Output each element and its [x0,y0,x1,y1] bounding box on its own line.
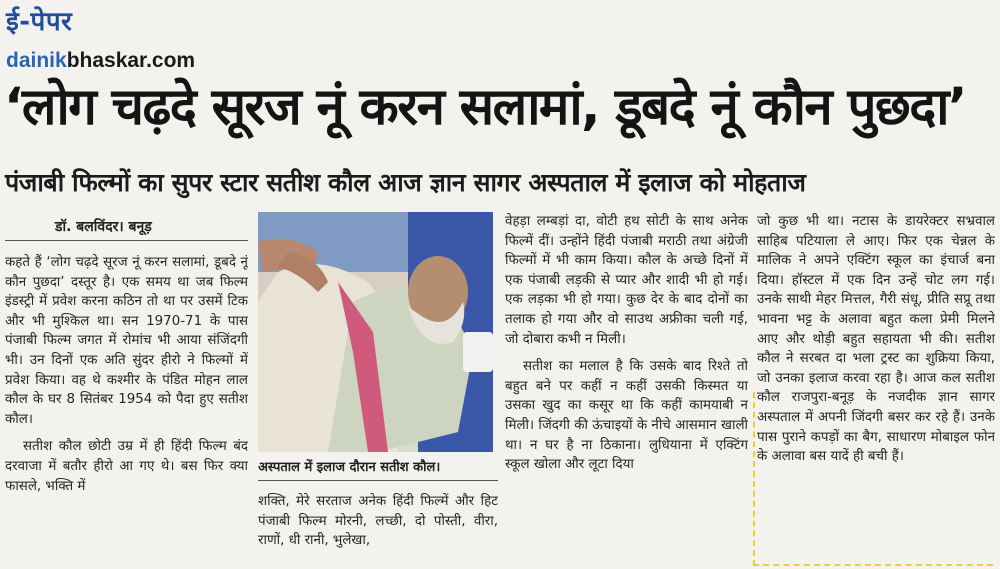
byline: डॉ. बलविंदर। बनूड़ [55,219,152,235]
site-logo[interactable] [6,49,195,73]
caption-rule [258,480,498,481]
epaper-label: ई-पेपर [6,7,73,37]
subheadline: पंजाबी फिल्मों का सुपर स्टार सतीश कौल आज ज्ञान सागर अस्पताल में इलाज को मोहताज [5,168,806,197]
article-photo [258,212,493,452]
patient-photo-image [258,212,493,452]
site-logo-suffix: bhaskar.com [66,49,196,72]
site-logo-prefix: dainik [6,49,67,72]
paragraph: वेहड़ा लम्बड़ां दा, वोटी हथ सोटी के साथ अनेक फिल्में दीं। उन्होंने हिंदी पंजाबी मराठी तथा अंग्रेजी फिल्मों में भी काम किया। कौल के अच्छे दिनों में एक पंजाबी लड़की से प्यार और शादी भी हो गई। एक लड़का भी हो गया। कुछ देर के बाद दोनों का तलाक हो गया और वो साउथ अफ्रीका चली गई, जो दोबारा कभी न मिली। [505,214,748,347]
byline-rule [5,240,248,241]
headline: ‘लोग चढ़दे सूरज नूं करन सलामां, डूबदे नूं कौन पुछदा’ [4,78,966,137]
paragraph: जो कुछ भी था। नटास के डायरेक्टर सभ्रवाल साहिब पटियाला ले आए। फिर एक चेन्नल के मालिक ने अपने एक्टिंग स्कूल का इंचार्ज बना दिया। हॉस्टल में एक दिन उन्हें चोट लग गई। उनके साथी मेहर मित्तल, गैरी संधू, प्रीति सप्रू तथा भावना भट्ट के अलावा बहुत कला प्रेमी मिलने आए और थोड़ी बहुत सहायता भी की। सतीश कौल ने सरबत दा भला ट्रस्ट का शुक्रिया किया, जो उनका इलाज करवा रहा है। आज कल सतीश कौल राजपुरा-बनूड़ के नजदीक ज्ञान सागर अस्पताल में अपनी जिंदगी बसर कर रहे हैं। उनके पास पुराने कपड़ों का बैग, साधारण मोबाइल फोन के अलावा बस यादें ही बची हैं। [757,214,995,465]
article-column-2 [258,492,498,569]
highlight-marker [753,392,993,566]
photo-caption: अस्पताल में इलाज दौरान सतीश कौल। [258,460,441,475]
paragraph: सतीश का मलाल है कि उसके बाद रिश्ते तो बहुत बने पर कहीं न कहीं उसकी किस्मत या उसका खुद का कसूर था कि कहीं कामयाबी न मिली। जिंदगी की ऊंचाइयों के नीचे आसमान खाली था। न घर है ना ठिकाना। लुधियाना में एक्टिंग स्कूल खोला और लूटा दिया [505,359,748,473]
article-column-3 [505,212,748,569]
article-column-1 [5,253,248,569]
paragraph: शक्ति, मेरे सरताज अनेक हिंदी फिल्में और हिट पंजाबी फिल्म मोरनी, लच्छी, दो पोस्ती, वीरा, राणों, धी रानी, भुलेखा, [258,494,498,549]
paragraph: कहते हैं ‘लोग चढ़दे सूरज नूं करन सलामां, डूबदे नूं कौन पुछदा’ दस्तूर है। एक समय था जब फिल्म इंडस्ट्री में प्रवेश करना कठिन तो था पर उसमें टिक और भी मुश्किल था। सन 1970-71 के पास पंजाबी फिल्म जगत में रोमांच भी आया संजिंदगी भी। उन दिनों एक अति सुंदर हीरो ने फिल्मों में प्रवेश किया। वह थे कश्मीर के पंडित मोहन लाल कौल के घर 8 सितंबर 1954 को पैदा हुए सतीश कौल। [5,255,248,427]
paragraph: सतीश कौल छोटी उम्र में ही हिंदी फिल्म बंद दरवाजा में बतौर हीरो आ गए थे। बस फिर क्या फासले, भक्ति में [5,439,248,494]
